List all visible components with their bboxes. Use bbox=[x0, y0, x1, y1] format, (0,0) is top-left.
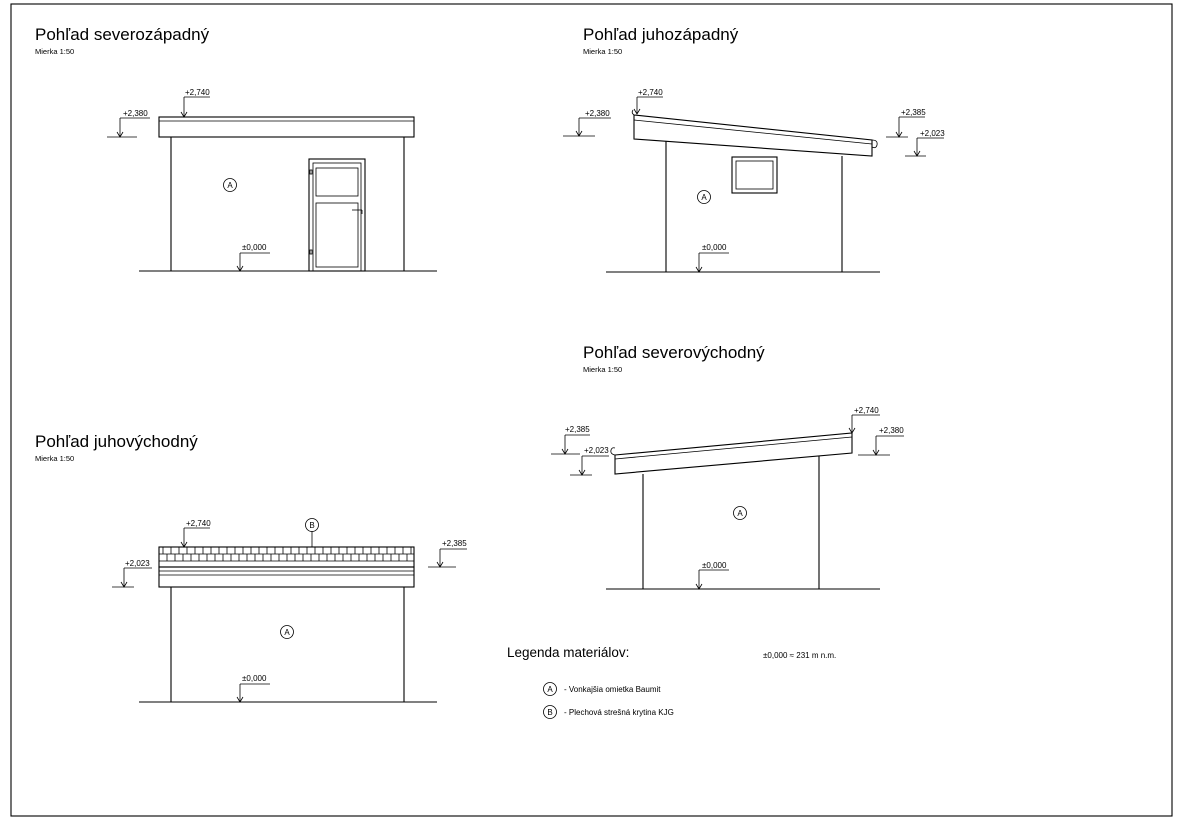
roof-slab bbox=[159, 567, 414, 587]
gutter bbox=[872, 140, 877, 148]
door bbox=[309, 159, 365, 271]
svg-text:+2,740: +2,740 bbox=[638, 88, 663, 97]
view-title: Pohľad severovýchodný bbox=[583, 343, 765, 362]
level-marker bbox=[428, 539, 467, 567]
level-marker bbox=[570, 446, 609, 475]
svg-text:±0,000: ±0,000 bbox=[702, 561, 727, 570]
roof-slab bbox=[159, 117, 414, 137]
level-marker bbox=[858, 426, 904, 455]
datum-note: ±0,000 ≈ 231 m n.m. bbox=[763, 651, 837, 660]
view-scale: Mierka 1:50 bbox=[35, 47, 75, 56]
view-scale: Mierka 1:50 bbox=[35, 454, 75, 463]
level-marker bbox=[237, 674, 270, 702]
view-title: Pohľad juhozápadný bbox=[583, 25, 739, 44]
view-southwest bbox=[563, 25, 945, 272]
svg-text:+2,380: +2,380 bbox=[585, 109, 610, 118]
material-mark-a-label: A bbox=[737, 509, 743, 518]
view-northwest bbox=[35, 25, 437, 271]
view-scale: Mierka 1:50 bbox=[583, 47, 623, 56]
material-mark-a-label: A bbox=[284, 628, 290, 637]
roof-covering bbox=[159, 547, 414, 567]
roof-slab bbox=[615, 433, 852, 474]
svg-text:±0,000: ±0,000 bbox=[242, 674, 267, 683]
level-marker bbox=[696, 561, 729, 589]
level-marker bbox=[112, 559, 152, 587]
material-mark-b-label: B bbox=[309, 521, 315, 530]
svg-text:+2,385: +2,385 bbox=[442, 539, 467, 548]
svg-text:+2,023: +2,023 bbox=[584, 446, 609, 455]
legend-item-b: - Plechová strešná krytina KJG bbox=[564, 708, 674, 717]
svg-text:+2,380: +2,380 bbox=[123, 109, 148, 118]
level-marker bbox=[237, 243, 270, 271]
svg-text:+2,380: +2,380 bbox=[879, 426, 904, 435]
level-marker bbox=[905, 129, 945, 156]
svg-text:+2,740: +2,740 bbox=[185, 88, 210, 97]
svg-text:+2,740: +2,740 bbox=[854, 406, 879, 415]
level-marker bbox=[849, 406, 880, 433]
svg-text:+2,385: +2,385 bbox=[565, 425, 590, 434]
view-title: Pohľad severozápadný bbox=[35, 25, 210, 44]
level-marker bbox=[181, 519, 211, 547]
svg-text:+2,023: +2,023 bbox=[125, 559, 150, 568]
legend-mark-b-label: B bbox=[547, 708, 553, 717]
view-title: Pohľad juhovýchodný bbox=[35, 432, 198, 451]
level-marker bbox=[634, 88, 663, 114]
material-mark-a-label: A bbox=[227, 181, 233, 190]
view-scale: Mierka 1:50 bbox=[583, 365, 623, 374]
gutter bbox=[611, 448, 615, 455]
material-mark-a-label: A bbox=[701, 193, 707, 202]
legend bbox=[507, 645, 836, 719]
gutter bbox=[632, 110, 634, 115]
svg-text:+2,740: +2,740 bbox=[186, 519, 211, 528]
window bbox=[732, 157, 777, 193]
svg-text:+2,385: +2,385 bbox=[901, 108, 926, 117]
roof-slab bbox=[634, 115, 872, 156]
legend-item-a: - Vonkajšia omietka Baumit bbox=[564, 685, 661, 694]
level-marker bbox=[107, 109, 150, 137]
level-marker bbox=[563, 109, 611, 136]
svg-text:±0,000: ±0,000 bbox=[242, 243, 267, 252]
level-marker bbox=[181, 88, 210, 117]
level-marker bbox=[696, 243, 729, 272]
view-southeast bbox=[35, 432, 467, 702]
view-northeast bbox=[551, 343, 904, 589]
svg-text:+2,023: +2,023 bbox=[920, 129, 945, 138]
legend-title: Legenda materiálov: bbox=[507, 645, 630, 660]
sheet-border bbox=[11, 4, 1172, 816]
legend-mark-a-label: A bbox=[547, 685, 553, 694]
svg-text:±0,000: ±0,000 bbox=[702, 243, 727, 252]
